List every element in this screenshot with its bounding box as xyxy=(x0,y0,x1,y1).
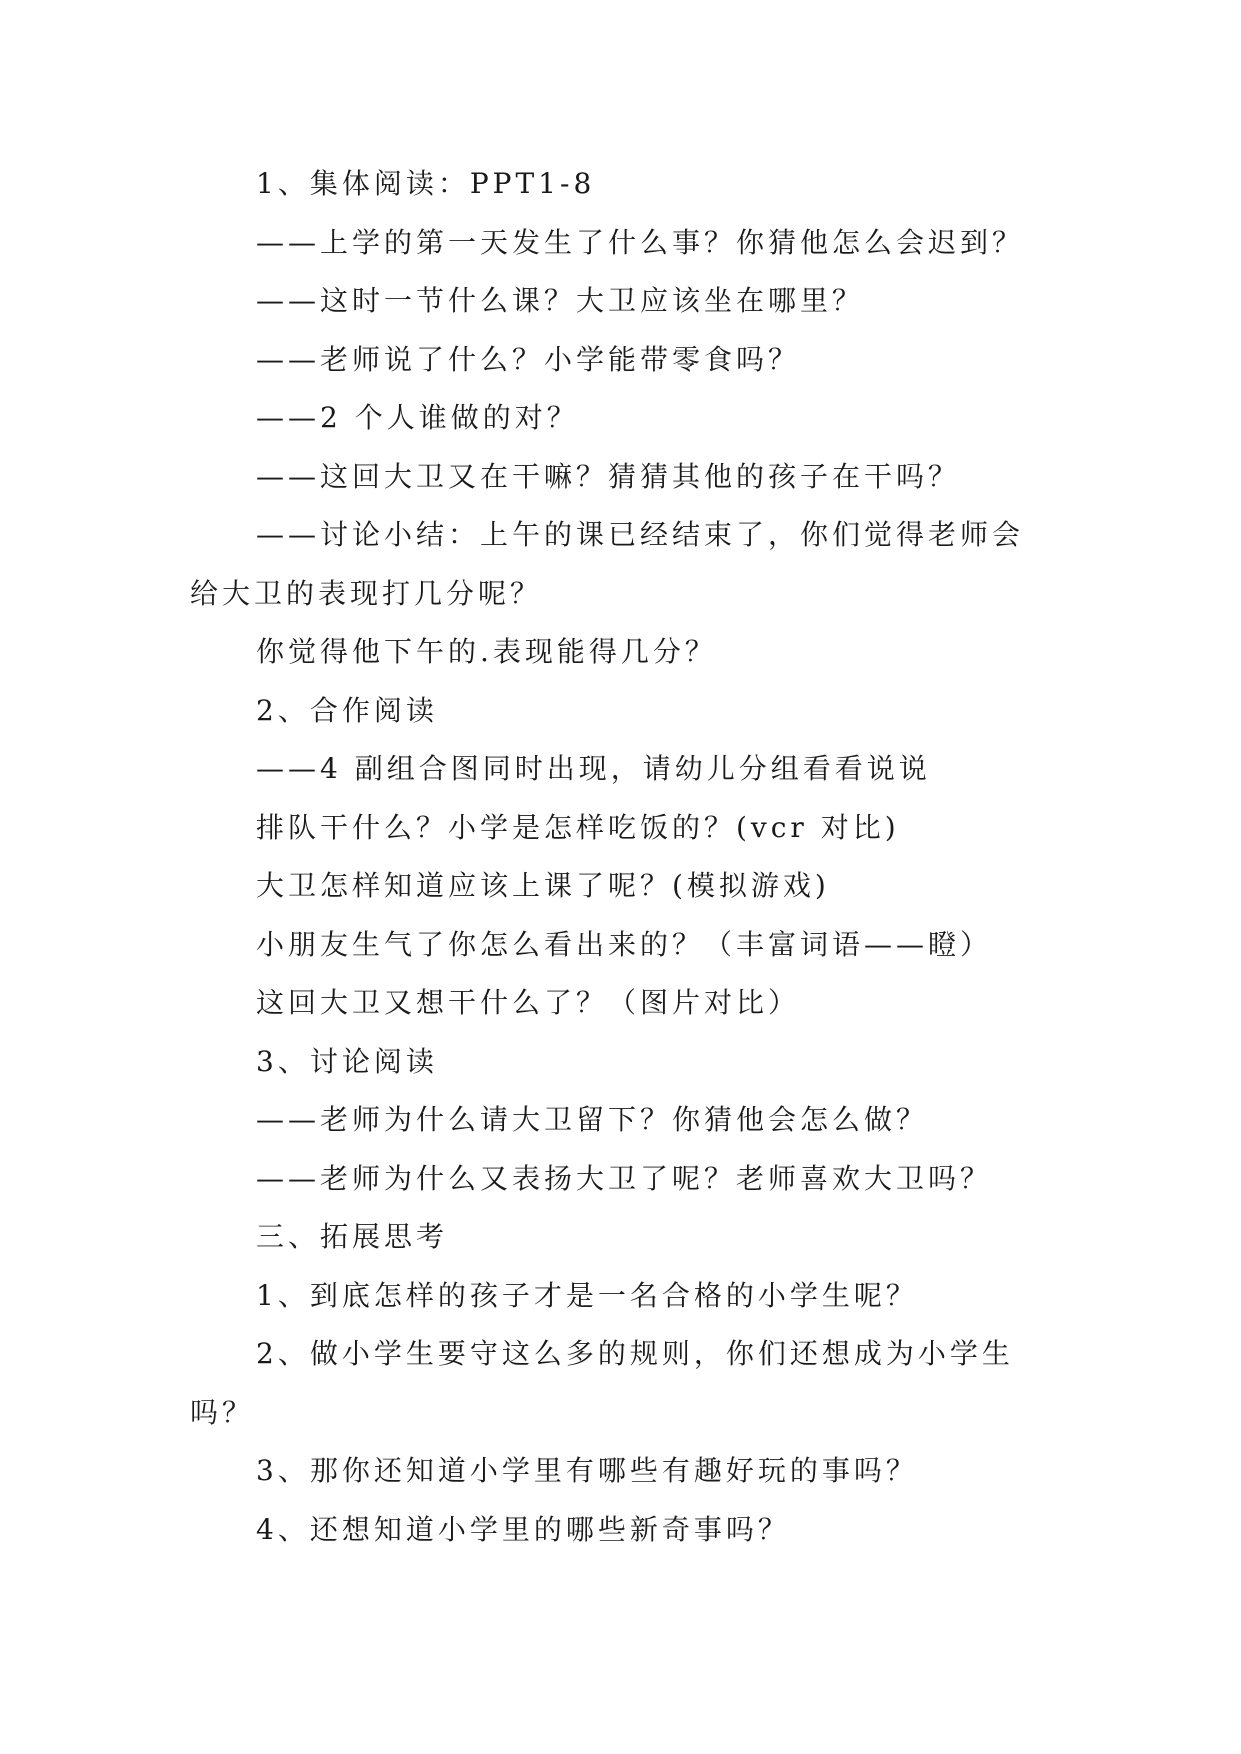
text-line: 大卫怎样知道应该上课了呢？(模拟游戏) xyxy=(256,869,830,902)
text-line: ——老师说了什么？小学能带零食吗？ xyxy=(256,342,801,376)
document-body xyxy=(190,155,1060,1559)
text-line: 你觉得他下午的.表现能得几分？ xyxy=(256,635,717,668)
text-line: ——老师为什么请大卫留下？你猜他会怎么做？ xyxy=(256,1103,929,1136)
text-line: ——上学的第一天发生了什么事？你猜他怎么会迟到？ xyxy=(256,225,1025,259)
text-line: 小朋友生气了你怎么看出来的？（丰富词语——瞪） xyxy=(256,927,993,961)
text-line: ——老师为什么又表扬大卫了呢？老师喜欢大卫吗？ xyxy=(256,1161,993,1195)
text-line: 2、合作阅读 xyxy=(256,693,438,727)
text-line: 4、还想知道小学里的哪些新奇事吗？ xyxy=(256,1512,790,1546)
text-line: 1、集体阅读：PPT1-8 xyxy=(256,167,596,200)
text-line: 这回大卫又想干什么了？（图片对比） xyxy=(256,986,801,1019)
text-line: 1、到底怎样的孩子才是一名合格的小学生呢？ xyxy=(256,1278,918,1312)
text-line: 3、那你还知道小学里有哪些有趣好玩的事吗？ xyxy=(256,1454,918,1487)
text-line: ——这回大卫又在干嘛？猜猜其他的孩子在干吗？ xyxy=(256,459,961,493)
text-line: 吗？ xyxy=(190,1395,255,1429)
text-line: 给大卫的表现打几分呢？ xyxy=(190,576,543,610)
text-line: 2、做小学生要守这么多的规则，你们还想成为小学生 xyxy=(256,1337,1014,1370)
text-line: ——4 副组合图同时出现，请幼儿分组看看说说 xyxy=(256,752,931,785)
text-line: 排队干什么？小学是怎样吃饭的？(vcr 对比) xyxy=(256,810,900,844)
text-line: ——2 个人谁做的对？ xyxy=(256,401,579,434)
text-line: 三、拓展思考 xyxy=(256,1220,449,1253)
text-line: ——讨论小结：上午的课已经结束了，你们觉得老师会 xyxy=(256,518,1025,551)
text-line: 3、讨论阅读 xyxy=(256,1044,438,1078)
text-line: ——这时一节什么课？大卫应该坐在哪里？ xyxy=(256,284,865,317)
